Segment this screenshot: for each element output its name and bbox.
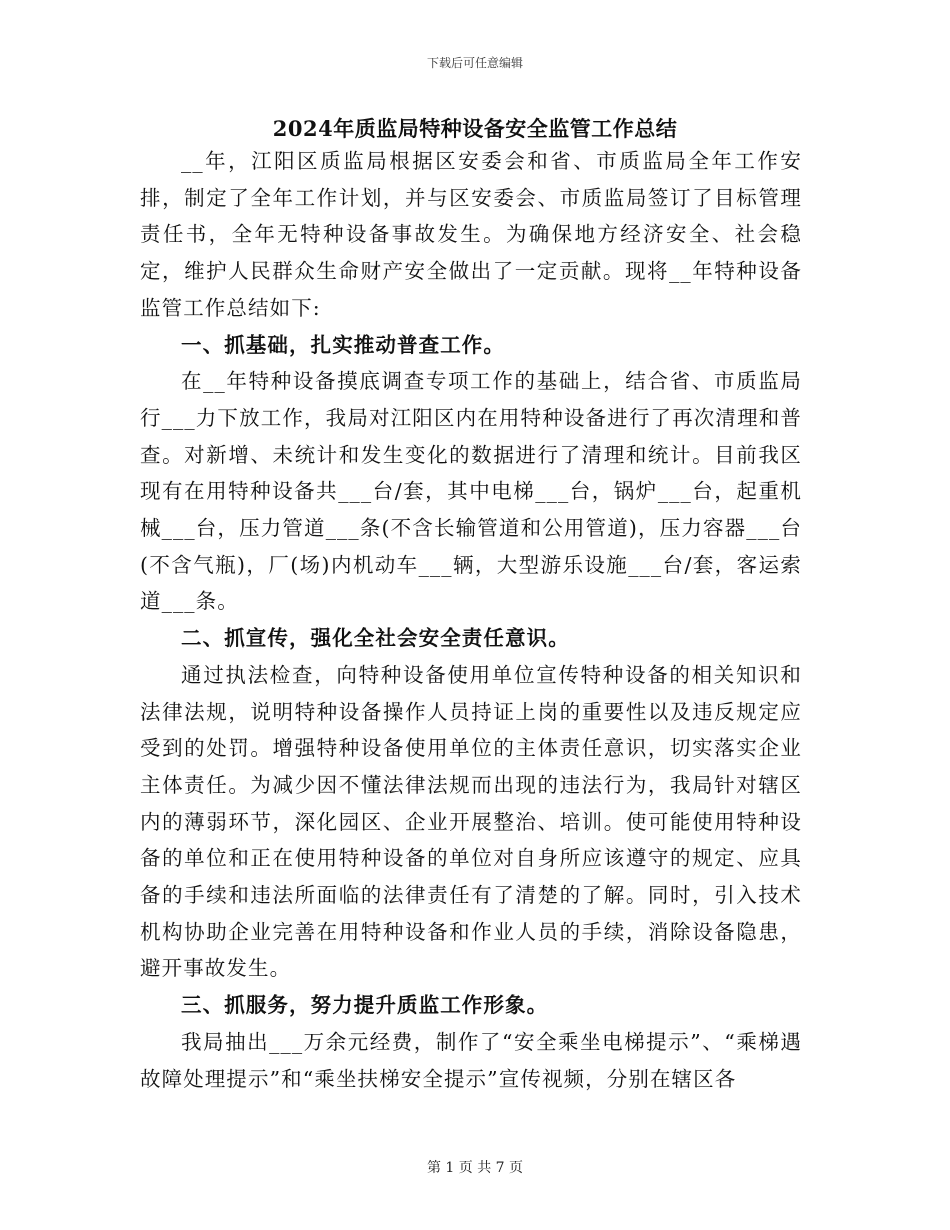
intro-paragraph: __年，江阳区质监局根据区安委会和省、市质监局全年工作安排，制定了全年工作计划，并与区安委会、市质监局签订了目标管理责任书，全年无特种设备事故发生。为确保地方经济安全、社会稳定，维护人民群众生命财产安全做出了一定贡献。现将__年特种设备监管工作总结如下: xyxy=(140,149,802,320)
section-3-paragraph: 我局抽出___万余元经费，制作了“安全乘坐电梯提示”、“乘梯遇故障处理提示”和“乘坐扶梯安全提示”宣传视频，分别在辖区各 xyxy=(140,1029,802,1091)
section-1-paragraph: 在__年特种设备摸底调查专项工作的基础上，结合省、市质监局行___力下放工作，我局对江阳区内在用特种设备进行了再次清理和普查。对新增、未统计和发生变化的数据进行了清理和统计。目前我区现有在用特种设备共___台/套，其中电梯___台，锅炉___台，起重机械___台，压力管道___条(不含长输管道和公用管道)，压力容器___台(不含气瓶)，厂(场)内机动车___辆，大型游乐设施___台/套，客运索道___条。 xyxy=(140,369,802,614)
document-body xyxy=(140,143,802,1097)
section-2-paragraph: 通过执法检查，向特种设备使用单位宣传特种设备的相关知识和法律法规，说明特种设备操作人员持证上岗的重要性以及违反规定应受到的处罚。增强特种设备使用单位的主体责任意识，切实落实企业主体责任。为减少因不懂法律法规而出现的违法行为，我局针对辖区内的薄弱环节，深化园区、企业开展整治、培训。使可能使用特种设备的单位和正在使用特种设备的单位对自身所应该遵守的规定、应具备的手续和违法所面临的法律责任有了清楚的了解。同时，引入技术机构协助企业完善在用特种设备和作业人员的手续，消除设备隐患，避开事故发生。 xyxy=(140,662,802,981)
section-3-heading: 三、抓服务，努力提升质监工作形象。 xyxy=(181,993,549,1018)
document-title: 2024年质监局特种设备安全监管工作总结 xyxy=(272,116,678,141)
section-2-heading: 二、抓宣传，强化全社会安全责任意识。 xyxy=(181,626,570,651)
header-note: 下载后可任意编辑 xyxy=(426,56,523,70)
section-1-heading: 一、抓基础，扎实推动普查工作。 xyxy=(181,332,505,357)
page-number-footer: 第 1 页 共 7 页 xyxy=(426,1160,524,1176)
